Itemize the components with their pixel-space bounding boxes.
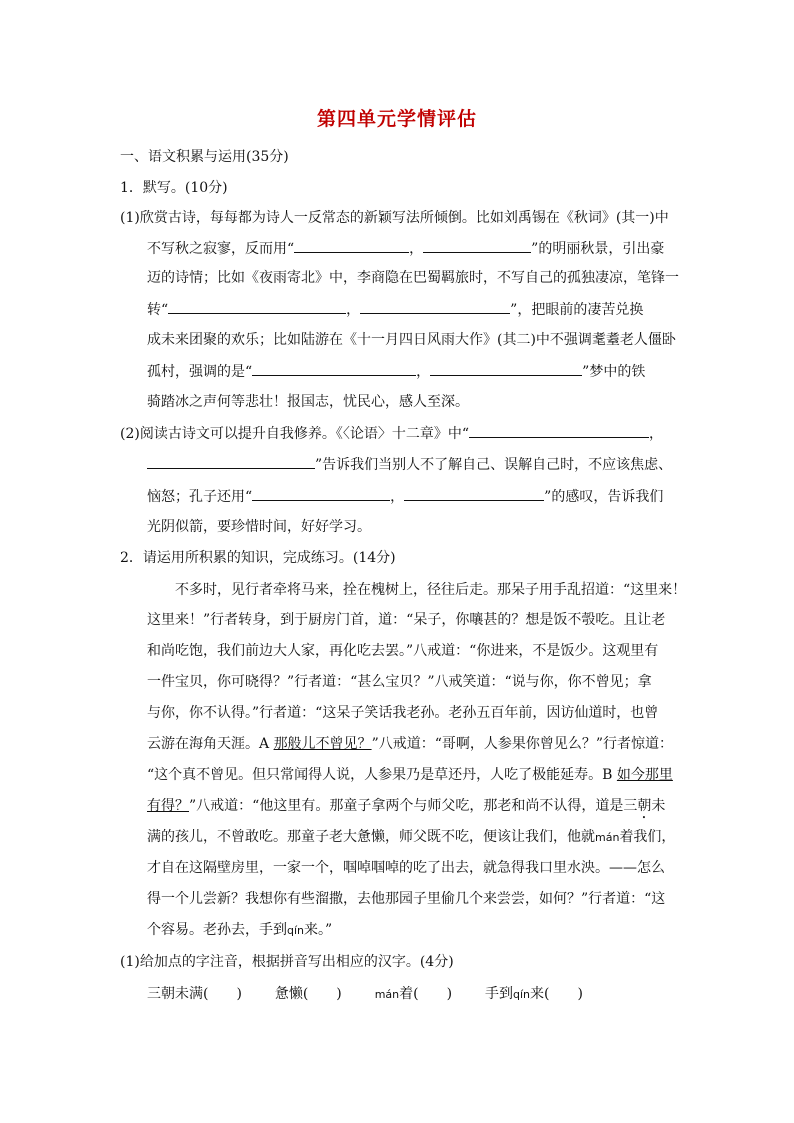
- text: 三: [623, 798, 638, 814]
- text: 是: [609, 798, 624, 814]
- text: ，: [390, 489, 405, 505]
- q1-2-line3: [147, 486, 663, 507]
- q1-1-line1: (1)欣赏古诗，每每都为诗人一反常态的新颖写法所倾倒。比如刘禹锡在《秋词》(其一)中: [120, 210, 669, 226]
- passage-line: 这里来！”行者转身，到于厨房门首，道：“呆子，你嚷甚的？想是饭不彀吃。且让老: [147, 612, 666, 628]
- fill-blank[interactable]: [294, 238, 409, 253]
- text: ”的感叹，告诉我们: [544, 489, 664, 505]
- passage-line: 一件宝贝，你可晓得？”行者道：“甚么宝贝？”八戒笑道：“说与你，你不曾见；拿: [147, 674, 652, 690]
- text: 着我们，: [619, 829, 676, 845]
- pinyin: qín: [287, 924, 305, 937]
- passage-line: [147, 796, 665, 822]
- pinyin: mán: [595, 831, 620, 844]
- passage-line: 和尚吃饱，我们前边大人家，再化吃去罢。”八戒道：“你进来，不是饭少。这观里有: [147, 643, 659, 659]
- answer-item[interactable]: 惫懒( ): [274, 986, 342, 1002]
- text: ”梦中的铁: [582, 364, 646, 380]
- text: 未: [651, 798, 666, 814]
- text: ，: [409, 241, 424, 257]
- text: ”告诉我们当别人不了解自己、误解自己时，不应该焦虑、: [315, 457, 673, 473]
- fill-blank[interactable]: [404, 486, 544, 501]
- text: 转“: [147, 302, 169, 318]
- text: 满的孩儿，不曾敢吃。那童子老大惫懒，师父既不吃，便该让我们，他就: [147, 829, 595, 845]
- text: ，: [346, 302, 361, 318]
- dotted-char: 朝: [637, 798, 652, 814]
- q1-1-line7: 骑踏冰之声何等悲壮！报国志，忧民心，感人至深。: [147, 394, 469, 410]
- text: ，: [649, 426, 663, 442]
- passage-line: [147, 765, 673, 785]
- answer-item[interactable]: 着( ): [399, 986, 453, 1002]
- fill-blank[interactable]: [430, 361, 582, 376]
- underlined-sentence-a: 那般儿不曾见？: [273, 736, 372, 752]
- text: 云游在海角天涯。A: [147, 736, 274, 752]
- underlined-sentence-b: 有得？: [147, 798, 189, 814]
- fill-blank[interactable]: [168, 299, 346, 314]
- answer-item[interactable]: 来( ): [529, 986, 583, 1002]
- text: 恼怒；孔子还用“: [147, 489, 253, 505]
- fill-blank[interactable]: [252, 361, 416, 376]
- passage-line: 才自在这隔壁房里，一家一个，啯啅啯啅的吃了出去，就急得我口里水泱。——怎么: [147, 860, 665, 876]
- passage-line: [147, 827, 675, 848]
- text: “这个真不曾见。但只常闻得人说，人参果乃是草还丹，人吃了极能延寿。B: [147, 767, 617, 783]
- fill-blank[interactable]: [147, 454, 315, 469]
- text: ，: [416, 364, 431, 380]
- q1-1-line4: [147, 299, 643, 320]
- passage-line: [147, 920, 332, 941]
- fill-blank[interactable]: [469, 423, 649, 438]
- text: 来。”: [304, 922, 333, 938]
- text: 个容易。老孙去，手到: [147, 922, 287, 938]
- q1-2-line1: [120, 423, 663, 444]
- text: ”的明丽秋景，引出豪: [531, 241, 665, 257]
- passage-line: 与你，你不认得。”行者道：“这呆子笑话我老孙。老孙五百年前，因访仙道时，也曾: [147, 705, 659, 721]
- q1-2-line2: [147, 454, 672, 475]
- text: ”八戒道：“哥啊，人参果你曾见么？”行者惊道：: [371, 736, 674, 752]
- section-heading: 一、语文积累与运用(35分): [120, 149, 289, 165]
- q1-1-line2: [147, 238, 664, 259]
- pinyin: mán: [374, 988, 400, 1001]
- question-1: 1．默写。(10分): [120, 180, 228, 196]
- passage-line: [147, 734, 673, 754]
- text: 手到: [484, 986, 513, 1002]
- pinyin: qín: [512, 988, 530, 1001]
- question-2-1: (1)给加点的字注音，根据拼音写出相应的汉字。(4分): [120, 954, 454, 970]
- answer-item[interactable]: 三朝未满( ): [147, 986, 242, 1002]
- question-2: 2．请运用所积累的知识，完成练习。(14分): [120, 550, 396, 566]
- q1-1-line6: [147, 361, 645, 382]
- passage-line: 得一个儿尝新？我想你有些溜撒，去他那园子里偷几个来尝尝，如何？”行者道：“这: [147, 891, 666, 907]
- fill-blank[interactable]: [252, 486, 390, 501]
- underlined-sentence-b: 如今那里: [616, 767, 673, 783]
- q1-1-line3: 迈的诗情；比如《夜雨寄北》中，李商隐在巴蜀羁旅时，不写自己的孤独凄凉，笔锋一: [147, 270, 679, 286]
- q1-1-line5: 成未来团聚的欢乐；比如陆游在《十一月四日风雨大作》(其二)中不强调耄耋老人僵卧: [147, 332, 676, 348]
- fill-blank[interactable]: [423, 238, 531, 253]
- text: ”，把眼前的凄苦兑换: [510, 302, 644, 318]
- text: ”八戒道：“他这里有。那童子拿两个与师父吃，那老和尚不认得，道: [189, 798, 610, 814]
- fill-blank[interactable]: [360, 299, 510, 314]
- text: 不写秋之寂寥，反而用“: [147, 241, 295, 257]
- page-title: 第四单元学情评估: [316, 108, 477, 130]
- passage-line: 不多时，见行者牵将马来，拴在槐树上，径往后走。那呆子用手乱招道：“这里来！: [175, 582, 687, 598]
- q1-2-line4: 光阴似箭，要珍惜时间，好好学习。: [147, 519, 371, 535]
- text: 孤村，强调的是“: [147, 364, 253, 380]
- answer-row: [147, 984, 583, 1005]
- text: (2)阅读古诗文可以提升自我修养。《〈论语〉十二章》中“: [120, 426, 469, 442]
